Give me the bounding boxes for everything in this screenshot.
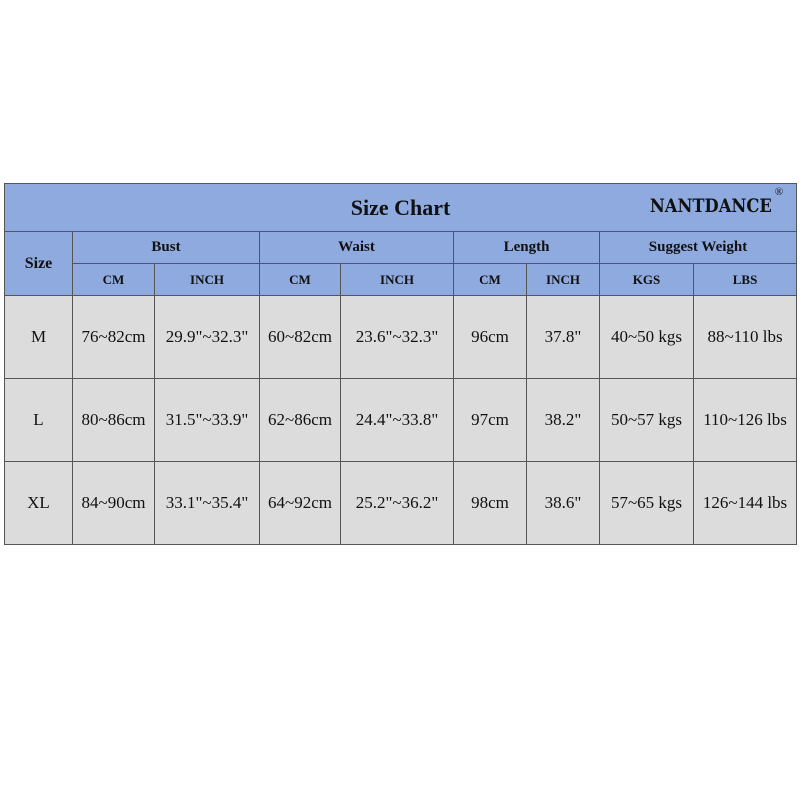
table-cell: 88~110 lbs	[694, 296, 797, 379]
table-cell: 76~82cm	[73, 296, 155, 379]
table-cell: 24.4"~33.8"	[341, 379, 454, 462]
table-cell: 110~126 lbs	[694, 379, 797, 462]
table-cell: 64~92cm	[260, 462, 341, 545]
table-cell: 31.5"~33.9"	[155, 379, 260, 462]
table-cell: 38.6"	[527, 462, 600, 545]
table-cell: 84~90cm	[73, 462, 155, 545]
chart-title: Size Chart	[350, 194, 451, 220]
unit-header: KGS	[600, 264, 694, 296]
table-cell: 37.8"	[527, 296, 600, 379]
unit-header: CM	[260, 264, 341, 296]
unit-header: LBS	[694, 264, 797, 296]
table-cell: 98cm	[454, 462, 527, 545]
registered-mark: ®	[774, 186, 784, 198]
table-cell: 50~57 kgs	[600, 379, 694, 462]
table-cell: 40~50 kgs	[600, 296, 694, 379]
table-cell: 33.1"~35.4"	[155, 462, 260, 545]
brand-logo: NANTDANCE	[650, 195, 773, 217]
unit-header: INCH	[527, 264, 600, 296]
size-cell: L	[5, 379, 73, 462]
table-row-l	[5, 379, 797, 462]
unit-header: CM	[454, 264, 527, 296]
group-header-bust: Bust	[73, 232, 260, 264]
title-row	[5, 184, 797, 232]
unit-header: INCH	[341, 264, 454, 296]
table-cell: 29.9"~32.3"	[155, 296, 260, 379]
table-cell: 60~82cm	[260, 296, 341, 379]
table-cell: 80~86cm	[73, 379, 155, 462]
table-cell: 57~65 kgs	[600, 462, 694, 545]
size-cell: M	[5, 296, 73, 379]
title-cell	[5, 184, 797, 232]
table-cell: 38.2"	[527, 379, 600, 462]
table-row-xl	[5, 462, 797, 545]
size-column-header: Size	[5, 232, 73, 296]
group-header-waist: Waist	[260, 232, 454, 264]
table-cell: 126~144 lbs	[694, 462, 797, 545]
unit-header: INCH	[155, 264, 260, 296]
table-cell: 62~86cm	[260, 379, 341, 462]
size-chart-table	[4, 183, 797, 545]
table-cell: 23.6"~32.3"	[341, 296, 454, 379]
group-header-weight: Suggest Weight	[600, 232, 797, 264]
group-header-length: Length	[454, 232, 600, 264]
unit-header-row	[5, 264, 797, 296]
group-header-row	[5, 232, 797, 264]
table-cell: 25.2"~36.2"	[341, 462, 454, 545]
unit-header: CM	[73, 264, 155, 296]
size-cell: XL	[5, 462, 73, 545]
table-cell: 97cm	[454, 379, 527, 462]
table-cell: 96cm	[454, 296, 527, 379]
table-row-m	[5, 296, 797, 379]
